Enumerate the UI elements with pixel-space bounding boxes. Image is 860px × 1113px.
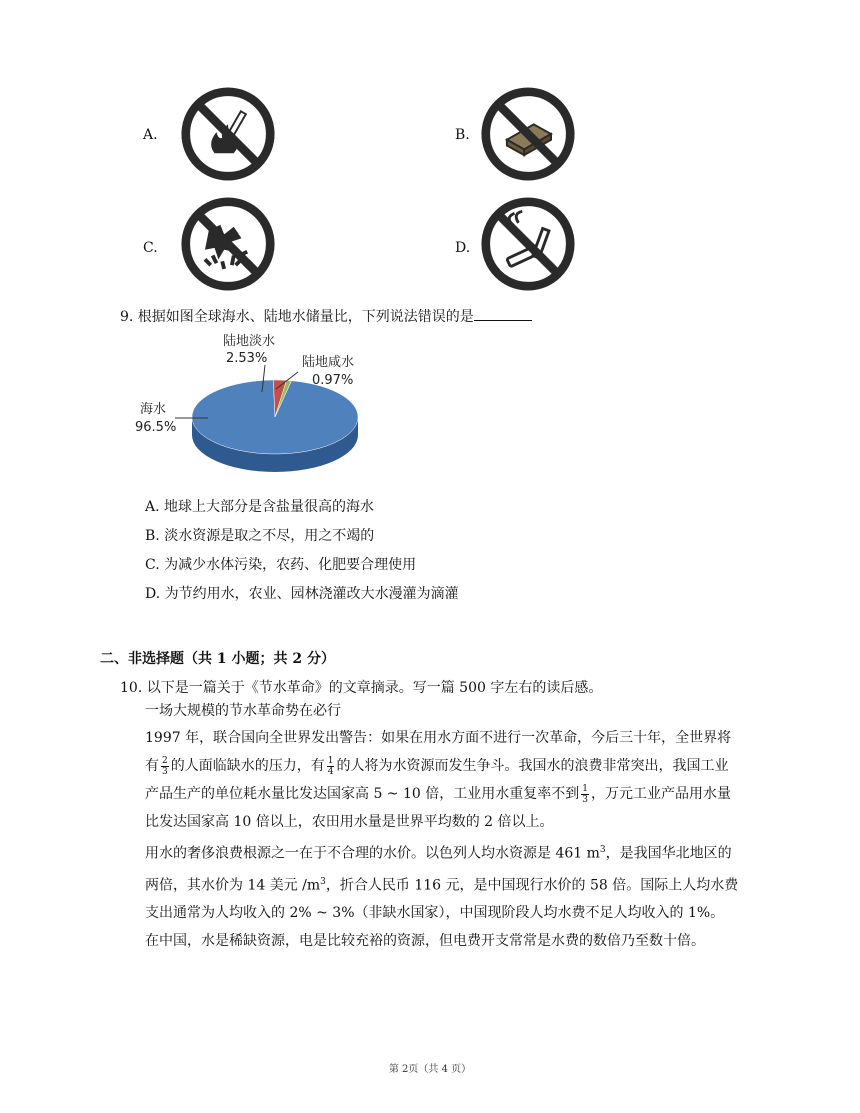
option-d-label: D. bbox=[455, 240, 471, 256]
frac-num: 1 bbox=[582, 783, 588, 794]
answer-blank bbox=[474, 308, 532, 321]
no-match-box-icon bbox=[480, 86, 576, 182]
frac-den: 3 bbox=[582, 794, 588, 805]
p2-l1-text-b: ，是我国华北地区的 bbox=[605, 845, 732, 862]
p2-line-3: 支出通常为人均收入的 2% ~ 3%（非缺水国家），中国现阶段人均水费不足人均收入的 1%。 bbox=[145, 905, 725, 922]
p1-l2-text-c: 的人将为水资源而发生争斗。我国水的浪费非常突出，我国工业 bbox=[336, 758, 729, 774]
legend-seawater-name: 海水 bbox=[140, 402, 167, 417]
p1-line-4: 比发达国家高 10 倍以上，农田用水量是世界平均数的 2 倍以上。 bbox=[145, 814, 554, 830]
fraction-one-third bbox=[581, 784, 589, 805]
choice-c: C. 为减少水体污染，农药、化肥要合理使用 bbox=[145, 557, 417, 573]
p2-line-4: 在中国，水是稀缺资源，电是比较充裕的资源，但电费开支常常是水费的数倍乃至数十倍。 bbox=[145, 933, 705, 950]
fraction-two-thirds bbox=[161, 756, 169, 777]
legend-seawater-value: 96.5% bbox=[135, 420, 177, 435]
legend-saline-value: 0.97% bbox=[312, 373, 354, 388]
page-footer: 第 2页（共 4 页） bbox=[388, 1064, 472, 1075]
question-9-stem bbox=[120, 306, 532, 326]
superscript: 3 bbox=[320, 876, 326, 887]
frac-den: 3 bbox=[162, 766, 168, 777]
p2-line-1 bbox=[145, 836, 765, 868]
choice-b: B. 淡水资源是取之不尽，用之不竭的 bbox=[145, 528, 375, 544]
water-pie-chart bbox=[130, 330, 380, 490]
p2-line-2 bbox=[145, 868, 765, 900]
no-smoking-icon bbox=[480, 196, 576, 292]
p2-l2-text-b: ，折合人民币 116 元，是中国现行水价的 58 倍。国际上人均水费 bbox=[325, 877, 739, 894]
question-10-stem: 10. 以下是一篇关于《节水革命》的文章摘录。写一篇 500 字左右的读后感。 bbox=[120, 680, 603, 696]
p1-l3-text-b: ，万元工业产品用水量 bbox=[591, 786, 731, 802]
no-fire-no-matches-icon bbox=[180, 86, 276, 182]
p1-l3-text-a: 产品生产的单位耗水量比发达国家高 5 ~ 10 倍，工业用水重复率不到 bbox=[145, 786, 580, 802]
article-paragraph-1 bbox=[145, 724, 765, 836]
frac-num: 2 bbox=[162, 755, 168, 766]
option-b-label: B. bbox=[455, 127, 470, 143]
legend-fresh-name: 陆地淡水 bbox=[223, 334, 276, 349]
article-heading: 一场大规模的节水革命势在必行 bbox=[145, 703, 341, 719]
superscript: 3 bbox=[599, 845, 606, 855]
p1-line-2 bbox=[145, 752, 765, 780]
legend-fresh-value: 2.53% bbox=[226, 351, 268, 366]
choice-d: D. 为节约用水，农业、园林浇灌改大水漫灌为滴灌 bbox=[145, 586, 459, 602]
section-2-title: 二、非选择题（共 1 小题；共 2 分） bbox=[100, 651, 335, 667]
no-fireworks-icon bbox=[180, 196, 276, 292]
p1-line-3 bbox=[145, 780, 765, 808]
question-9-text: 9. 根据如图全球海水、陆地水储量比，下列说法错误的是 bbox=[120, 309, 474, 325]
p2-l2-text-a: 两倍，其水价为 14 美元 /m bbox=[145, 877, 321, 894]
article-paragraph-2 bbox=[145, 836, 765, 955]
option-c-label: C. bbox=[143, 240, 158, 256]
p1-l2-text-a: 有 bbox=[145, 758, 159, 774]
option-a-label: A. bbox=[143, 127, 158, 143]
frac-num: 1 bbox=[327, 755, 334, 766]
legend-saline-name: 陆地咸水 bbox=[302, 355, 355, 370]
fraction-one-quarter bbox=[327, 756, 335, 777]
p2-l1-text-a: 用水的奢侈浪费根源之一在于不合理的水价。以色列人均水资源是 461 m bbox=[145, 845, 600, 862]
frac-den: 4 bbox=[327, 766, 334, 777]
p1-l2-text-b: 的人面临缺水的压力，有 bbox=[170, 758, 325, 774]
p1-line-1: 1997 年，联合国向全世界发出警告：如果在用水方面不进行一次革命，今后三十年，全世界将 bbox=[145, 730, 732, 746]
choice-a: A. 地球上大部分是含盐量很高的海水 bbox=[145, 499, 375, 515]
